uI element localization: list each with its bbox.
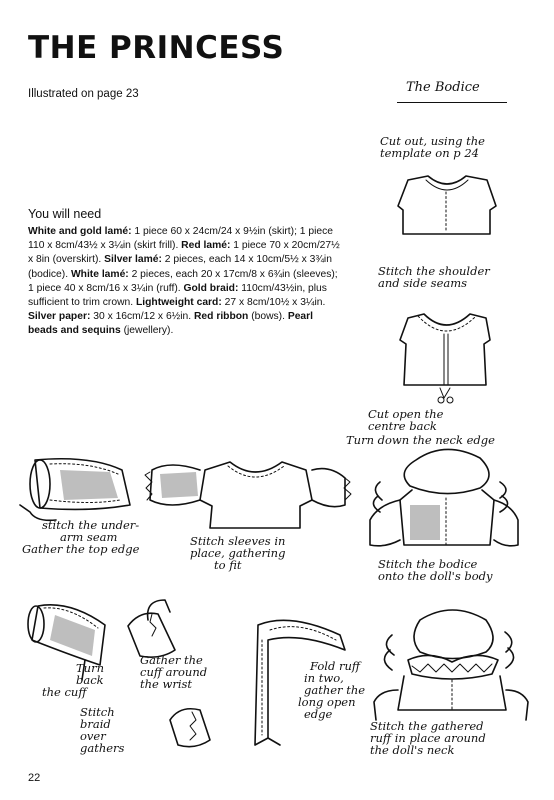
caption-line: Fold ruff — [310, 659, 361, 673]
material-text: 30 x 16cm/12 x 6½in. — [90, 311, 194, 323]
material-text: 1 piece 70 x 20cm/27½ x 8in (overskirt). — [28, 240, 340, 266]
bodice-flat-sketch — [398, 176, 496, 234]
caption-cut-out — [380, 135, 485, 159]
page-number: 22 — [28, 772, 41, 784]
caption-line: Stitch the gathered — [370, 719, 484, 733]
caption-bodice-body — [378, 558, 493, 582]
caption-cut-open — [368, 408, 443, 432]
material-name: White and gold lamé: — [28, 226, 132, 237]
bodice-stitched-sketch — [400, 314, 490, 403]
caption-braid — [80, 706, 124, 754]
caption-line: Cut out, using the — [380, 134, 485, 148]
caption-line: gather the — [304, 683, 366, 697]
caption-shoulder-seams — [378, 265, 490, 289]
caption-line: braid — [80, 717, 111, 731]
caption-line: Gather the — [140, 653, 203, 667]
bodice-heading: The Bodice — [406, 80, 480, 95]
caption-line: the wrist — [140, 677, 193, 691]
caption-line: place, gathering — [190, 546, 286, 560]
caption-line: Stitch — [80, 705, 115, 719]
material-name: Red ribbon — [194, 311, 249, 323]
caption-line: edge — [304, 707, 333, 721]
material-text: 2 pieces, each 14 x 10cm/5½ x 3¾in (bodice). — [28, 254, 332, 280]
caption-line: over — [80, 729, 106, 743]
caption-line: Turn — [76, 661, 104, 675]
material-text: 1 piece 60 x 24cm/24 x 9½in (skirt); 1 piece 110 x 8cm/43½ x 3¼in (skirt frill). — [28, 226, 334, 252]
page-title: THE PRINCESS — [28, 30, 285, 66]
caption-gather-cuff — [140, 654, 207, 690]
caption-line: in two, — [304, 671, 344, 685]
doll-ruff-sketch — [374, 610, 528, 720]
doll-bodice-sketch — [370, 449, 518, 545]
caption-line: Cut open the — [368, 407, 444, 421]
caption-line: Stitch sleeves in — [190, 534, 286, 548]
material-text: (bows). — [248, 311, 288, 323]
caption-under-arm — [42, 519, 139, 543]
caption-ruff-neck — [370, 720, 486, 756]
material-name: Lightweight card: — [135, 297, 222, 309]
caption-line: onto the doll's body — [378, 569, 493, 583]
material-name: Gold braid: — [183, 282, 239, 294]
illustrated-reference: Illustrated on page 23 — [28, 88, 139, 100]
caption-sleeves-in — [190, 535, 285, 571]
you-will-need-heading: You will need — [28, 207, 102, 221]
caption-turn-down: Turn down the neck edge — [346, 433, 495, 447]
caption-fold-ruff — [288, 660, 365, 720]
caption-line: and side seams — [378, 276, 468, 290]
caption-line: Stitch the shoulder — [378, 264, 490, 278]
caption-line: the doll's neck — [370, 743, 455, 757]
material-text: 27 x 8cm/10½ x 3¼in. — [221, 297, 326, 309]
caption-line: stitch the under- — [42, 518, 140, 532]
caption-line: the cuff — [42, 685, 87, 699]
material-name: Pearl beads and sequins — [28, 311, 314, 337]
caption-line: back — [76, 673, 104, 687]
material-text: (jewellery). — [120, 325, 174, 337]
material-text: 110cm/43½in, plus sufficient to trim crown. — [28, 282, 327, 309]
caption-line: to fit — [214, 558, 242, 572]
caption-turn-back — [42, 661, 104, 699]
material-name: Silver lamé: — [104, 254, 162, 266]
material-name: Silver paper: — [28, 311, 91, 323]
caption-line: ruff in place around — [370, 731, 486, 745]
bodice-sleeves-sketch — [145, 462, 351, 528]
caption-line: gathers — [80, 741, 125, 755]
material-name: Red lamé: — [181, 240, 231, 252]
caption-line: template on p 24 — [380, 146, 479, 160]
material-name: White lamé: — [70, 268, 129, 280]
sleeve-tube-sketch — [20, 459, 130, 521]
caption-line: cuff around — [140, 665, 208, 679]
caption-line: long open — [298, 695, 356, 709]
caption-line: arm seam — [60, 530, 118, 544]
caption-line: Stitch the bodice — [378, 557, 478, 571]
material-text: 2 pieces, each 20 x 17cm/8 x 6¾in (sleeves); 1 piece 40 x 8cm/16 x 3¼in (ruff). — [28, 268, 338, 294]
caption-gather-top: Gather the top edge — [22, 542, 140, 556]
caption-line: centre back — [368, 419, 437, 433]
